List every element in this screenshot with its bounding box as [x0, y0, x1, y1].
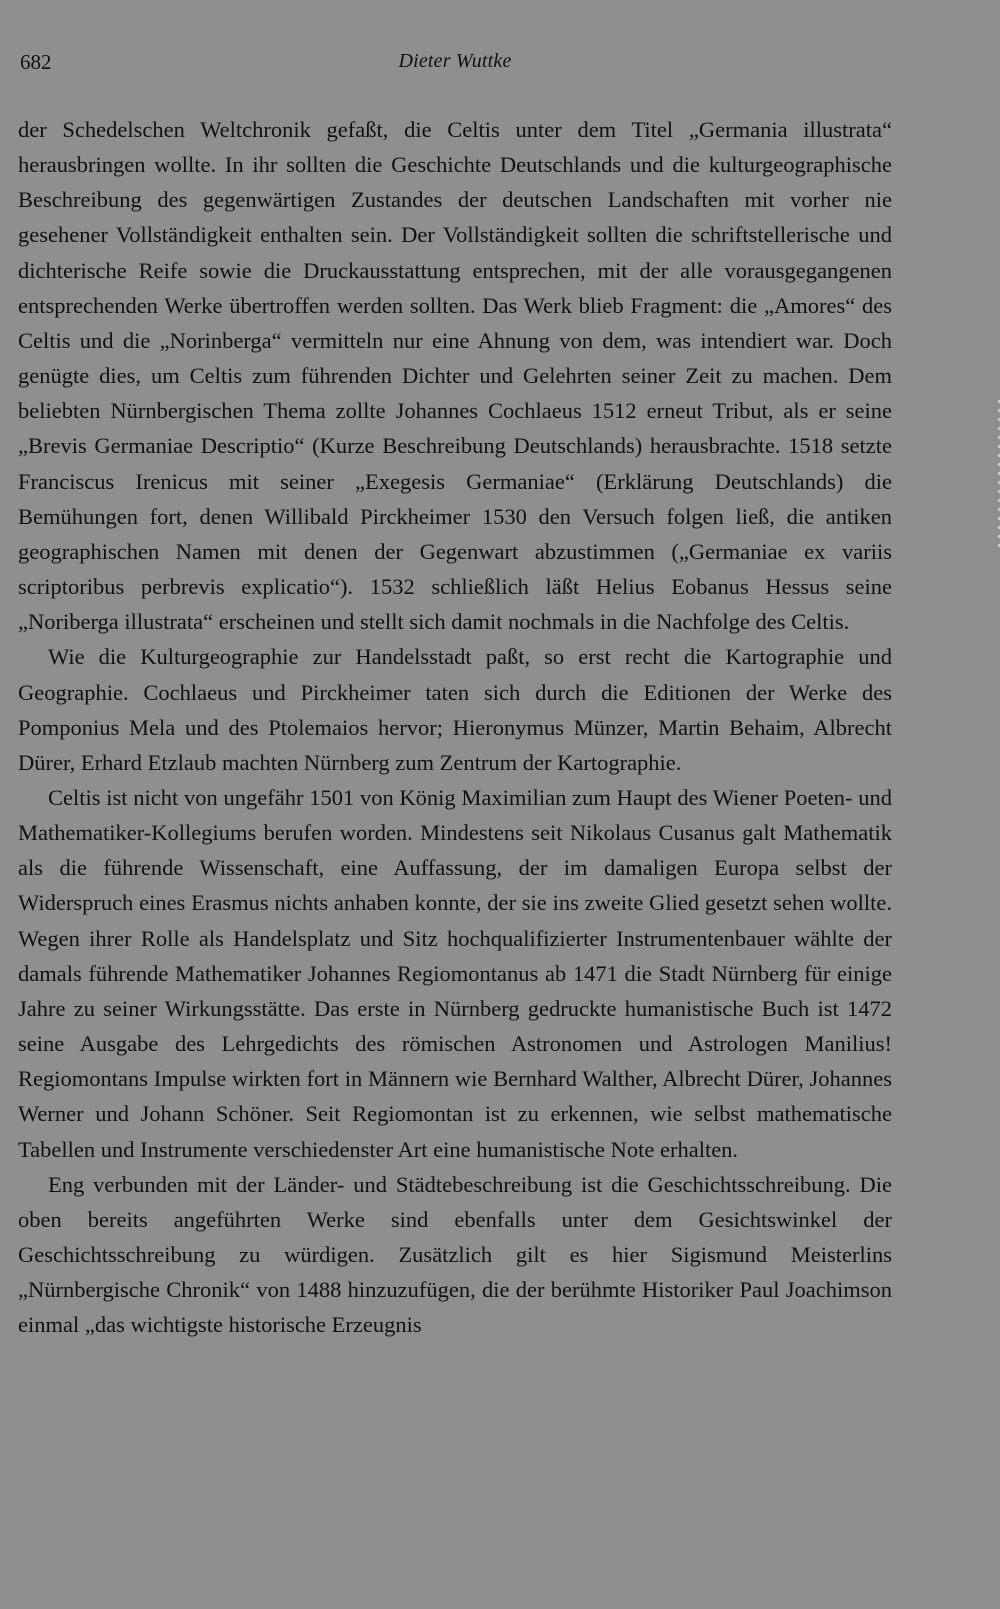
paragraph-historiography: Eng verbunden mit der Länder- und Städtebeschreibung ist die Geschichtsschreibung. Die oben bereits angeführten Werke sind ebenfalls unter dem Gesichtswinkel der Geschichtsschreibung zu würdigen. Zusätzlich gilt es hier Sigismund Meisterlins „Nürnbergische Chronik“ von 1488 hinzuzufügen, die der berühmte Historiker Paul Joachimson einmal „das wichtigste historische Erzeugnis: [18, 1171, 892, 1338]
body-text: [18, 112, 892, 1342]
paragraph-cartography: Wie die Kulturgeographie zur Handelsstadt paßt, so erst recht die Kartographie und Geographie. Cochlaeus und Pirckheimer taten sich durch die Editionen der Werke des Pomponius Mela und des Ptolemaios hervor; Hieronymus Münzer, Martin Behaim, Albrecht Dürer, Erhard Etzlaub machten Nürnberg zum Zentrum der Kartographie.: [18, 644, 892, 775]
paragraph-mathematics: Celtis ist nicht von ungefähr 1501 von König Maximilian zum Haupt des Wiener Poeten- und Mathematiker-Kollegiums berufen worden. Mindestens seit Nikolaus Cusanus galt Mathematik als die führende Wissenschaft, eine Auffassung, der im damaligen Europa selbst der Widerspruch eines Erasmus nichts anhaben konnte, der sie ins zweite Glied gesetzt sehen wollte. Wegen ihrer Rolle als Handelsplatz und Sitz hochqualifizierter Instrumentenbauer wählte der damals führende Mathematiker Johannes Regiomontanus ab 1471 die Stadt Nürnberg für einige Jahre zu seiner Wirkungsstätte. Das erste in Nürnberg gedruckte humanistische Buch ist 1472 seine Ausgabe des Lehrgedichts des römischen Astronomen und Astrologen Manilius! Regiomontans Impulse wirkten fort in Männern wie Bernhard Walther, Albrecht Dürer, Johannes Werner und Johann Schöner. Seit Regiomontan ist zu erkennen, wie selbst mathematische Tabellen und Instrumente verschiedenster Art eine humanistische Note erhalten.: [18, 784, 892, 1162]
page-header: [18, 48, 892, 78]
running-head-author: Dieter Wuttke: [398, 50, 512, 72]
page-number: 682: [20, 50, 52, 74]
paragraph-continued: der Schedelschen Weltchronik gefaßt, die Celtis unter dem Titel „Germania illustrata“ herausbringen wollte. In ihr sollten die Geschichte Deutschlands und die kulturgeographische Beschreibung des gegenwärtigen Zustandes der deutschen Landschaften mit vorher nie gesehener Vollständigkeit enthalten sein. Der Vollständigkeit sollten die schriftstellerische und dichterische Reife sowie die Druckausstattung entsprechen, mit der alle vorausgegangenen entsprechenden Werke übertroffen werden sollten. Das Werk blieb Fragment: die „Amores“ des Celtis und die „Norinberga“ vermitteln nur eine Ahnung von dem, was intendiert war. Doch genügte dies, um Celtis zum führenden Dichter und Gelehrten seiner Zeit zu machen. Dem beliebten Nürnbergischen Thema zollte Johannes Cochlaeus 1512 erneut Tribut, als er seine „Brevis Germaniae Descriptio“ (Kurze Beschreibung Deutschlands) herausbrachte. 1518 setzte Franciscus Irenicus mit seiner „Exegesis Germaniae“ (Erklärung Deutschlands) die Bemühungen fort, denen Willibald Pirckheimer 1530 den Versuch folgen ließ, die antiken geographischen Namen mit denen der Gegenwart abzustimmen („Germaniae ex variis scriptoribus perbrevis explicatio“). 1532 schließlich läßt Helius Eobanus Hessus seine „Noriberga illustrata“ erscheinen und stellt sich damit nochmals in die Nachfolge des Celtis.: [18, 117, 892, 635]
